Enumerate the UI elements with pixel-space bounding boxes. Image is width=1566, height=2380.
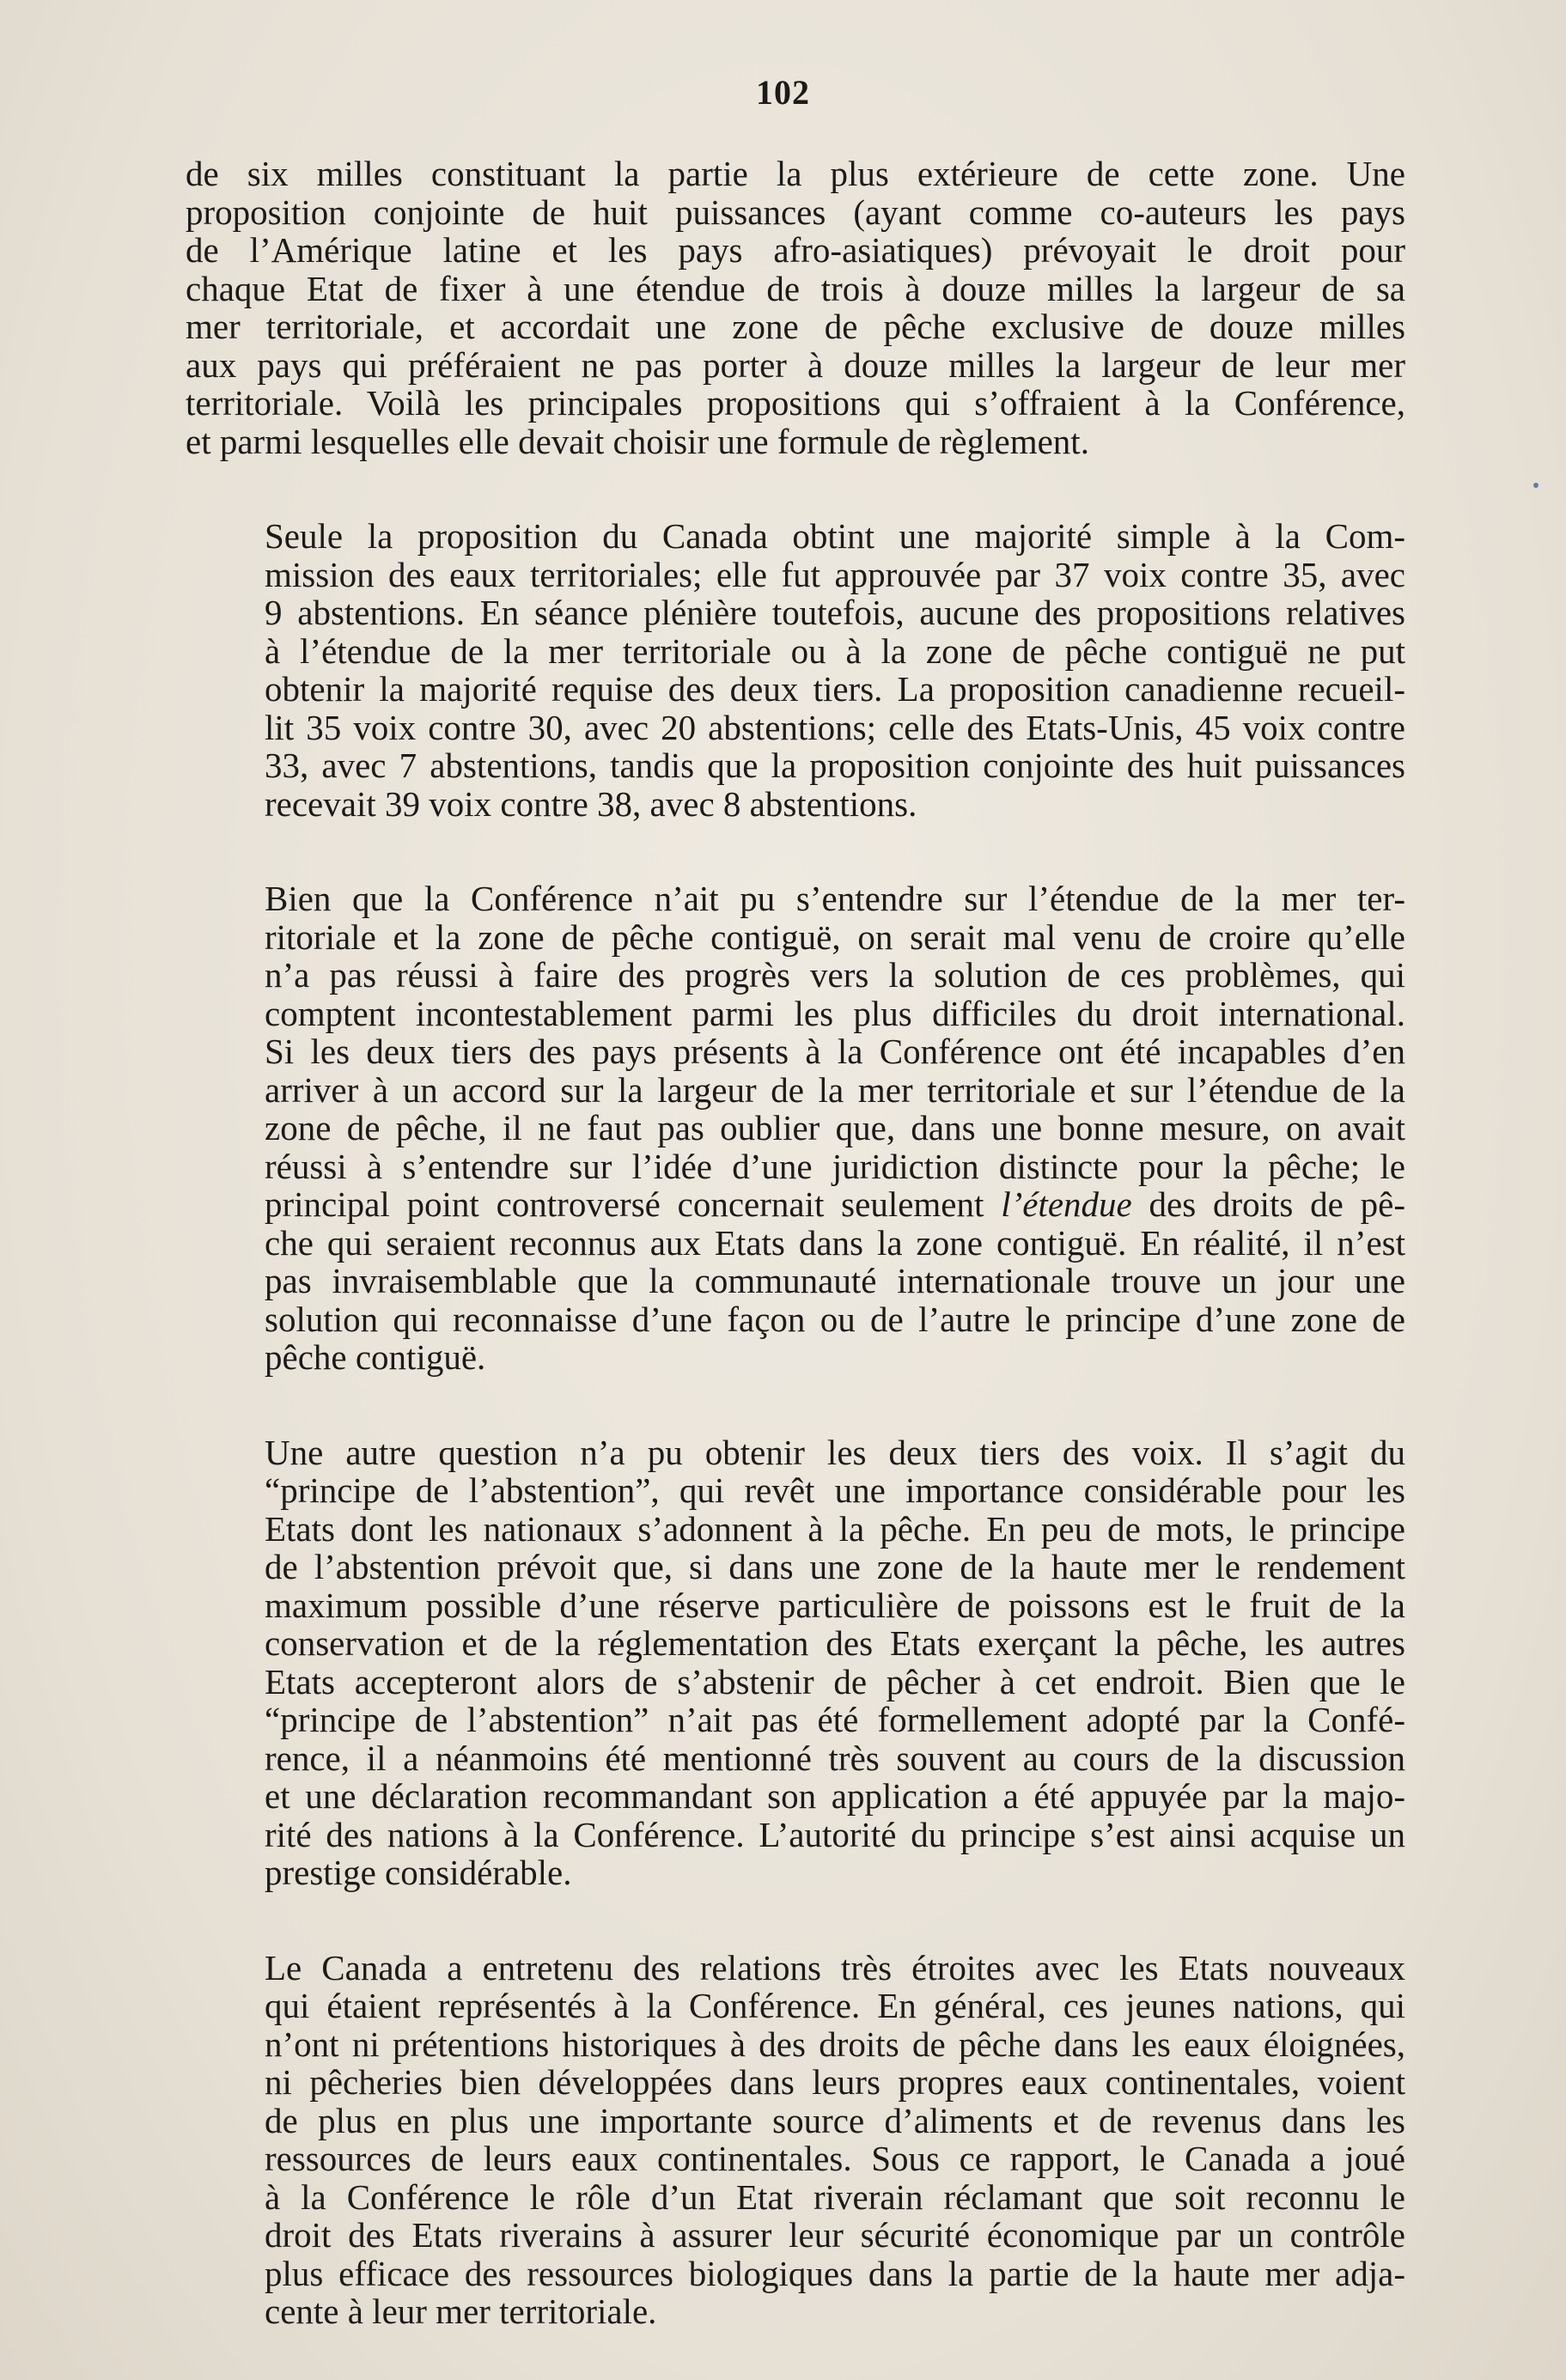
text-line: Etats accepteront alors de s’abstenir de pêcher à cet endroit. Bien que le: [265, 1661, 1405, 1701]
paragraph-3: [186, 880, 1405, 1377]
text-line: Le Canada a entretenu des relations très étroites avec les Etats nouveaux: [265, 1947, 1405, 1987]
text-line: maximum possible d’une réserve particulière de poissons est le fruit de la: [265, 1585, 1405, 1625]
text-line: à l’étendue de la mer territoriale ou à la zone de pêche contiguë ne put: [265, 630, 1405, 671]
text-line: comptent incontestablement parmi les plus difficiles du droit international.: [265, 993, 1405, 1033]
text-line: de l’abstention prévoit que, si dans une zone de la haute mer le rendement: [265, 1547, 1405, 1586]
text-line: mission des eaux territoriales; elle fut approuvée par 37 voix contre 35, avec: [265, 554, 1405, 594]
paragraph-2: [186, 517, 1405, 823]
text-line: “principe de l’abstention” n’ait pas été formellement adopté par la Confé-: [265, 1700, 1405, 1739]
text-line: Si les deux tiers des pays présents à la Conférence ont été incapables d’en: [265, 1032, 1405, 1071]
text-line: che qui seraient reconnus aux Etats dans la zone contiguë. En réalité, il n’est: [265, 1222, 1405, 1263]
text-line: n’a pas réussi à faire des progrès vers la solution de ces problèmes, qui: [265, 955, 1405, 995]
text-line: proposition conjointe de huit puissances (ayant comme co-auteurs les pays: [186, 192, 1405, 232]
text-line: ressources de leurs eaux continentales. Sous ce rapport, le Canada a joué: [265, 2139, 1405, 2178]
text-line: territoriale. Voilà les principales propositions qui s’offraient à la Conférence,: [186, 383, 1405, 423]
text-line: pas invraisemblable que la communauté internationale trouve un jour une: [265, 1261, 1405, 1300]
text-line: lit 35 voix contre 30, avec 20 abstentions; celle des Etats-Unis, 45 voix contre: [265, 707, 1405, 747]
text-line: obtenir la majorité requise des deux tiers. La proposition canadienne recueil-: [265, 669, 1405, 709]
text-line: plus efficace des ressources biologiques dans la partie de la haute mer adja-: [265, 2253, 1405, 2293]
paragraph-4: [186, 1433, 1405, 1892]
ink-speck: [1533, 483, 1539, 488]
text-line: prestige considérable.: [265, 1853, 572, 1892]
text-line: mer territoriale, et accordait une zone de pêche exclusive de douze milles: [186, 307, 1405, 346]
text-line: 33, avec 7 abstentions, tandis que la proposition conjointe des huit puissances: [265, 746, 1405, 785]
text-line: et parmi lesquelles elle devait choisir une formule de règlement.: [186, 421, 1089, 461]
text-line: conservation et de la réglementation des Etats exerçant la pêche, les autres: [265, 1623, 1405, 1663]
text-line: réussi à s’entendre sur l’idée d’une juridiction distincte pour la pêche; le: [265, 1146, 1405, 1186]
text-line: “principe de l’abstention”, qui revêt une importance considérable pour les: [265, 1470, 1405, 1510]
text-line: solution qui reconnaisse d’une façon ou de l’autre le principe d’une zone de: [265, 1299, 1405, 1339]
text-line: Seule la proposition du Canada obtint une majorité simple à la Com-: [265, 516, 1405, 556]
page-number: 102: [756, 73, 810, 112]
text-line: principal point controversé concernait seulement l’étendue des droits de pê-: [265, 1184, 1405, 1224]
text-line: cente à leur mer territoriale.: [265, 2292, 657, 2331]
text-body: [186, 155, 1405, 2331]
text-line: et une déclaration recommandant son application a été appuyée par la majo-: [265, 1776, 1405, 1816]
text-line: 9 abstentions. En séance plénière toutefois, aucune des propositions relatives: [265, 593, 1405, 632]
text-line: recevait 39 voix contre 38, avec 8 abstentions.: [265, 783, 917, 824]
text-line: de six milles constituant la partie la plus extérieure de cette zone. Une: [186, 154, 1405, 193]
text-line: rité des nations à la Conférence. L’autorité du principe s’est ainsi acquise un: [265, 1814, 1405, 1854]
italic-term: l’étendue: [1001, 1184, 1132, 1224]
text-line: chaque Etat de fixer à une étendue de trois à douze milles la largeur de sa: [186, 268, 1405, 308]
text-line: Etats dont les nationaux s’adonnent à la pêche. En peu de mots, le principe: [265, 1508, 1405, 1549]
text-line: ritoriale et la zone de pêche contiguë, on serait mal venu de croire qu’elle: [265, 916, 1405, 957]
text-line: de l’Amérique latine et les pays afro-asiatiques) prévoyait le droit pour: [186, 230, 1405, 270]
text-line: Une autre question n’a pu obtenir les deux tiers des voix. Il s’agit du: [265, 1432, 1405, 1472]
text-line: arriver à un accord sur la largeur de la mer territoriale et sur l’étendue de la: [265, 1069, 1405, 1110]
paragraph-1: [186, 155, 1405, 460]
text-line: droit des Etats riverains à assurer leur sécurité économique par un contrôle: [265, 2215, 1405, 2255]
text-line: à la Conférence le rôle d’un Etat riverain réclamant que soit reconnu le: [265, 2176, 1405, 2217]
text-line: aux pays qui préféraient ne pas porter à douze milles la largeur de leur mer: [186, 344, 1405, 385]
text-line: pêche contiguë.: [265, 1337, 486, 1377]
text-line: de plus en plus une importante source d’aliments et de revenus dans les: [265, 2100, 1405, 2140]
text-line: zone de pêche, il ne faut pas oublier que, dans une bonne mesure, on avait: [265, 1108, 1405, 1147]
text-line: n’ont ni prétentions historiques à des droits de pêche dans les eaux éloignées,: [265, 2024, 1405, 2064]
text-line: ni pêcheries bien développées dans leurs propres eaux continentales, voient: [265, 2062, 1405, 2102]
text-line: rence, il a néanmoins été mentionné très souvent au cours de la discussion: [265, 1738, 1405, 1778]
text-line: qui étaient représentés à la Conférence. En général, ces jeunes nations, qui: [265, 1986, 1405, 2025]
paragraph-5: [186, 1949, 1405, 2331]
text-line: Bien que la Conférence n’ait pu s’entendre sur l’étendue de la mer ter-: [265, 879, 1405, 918]
